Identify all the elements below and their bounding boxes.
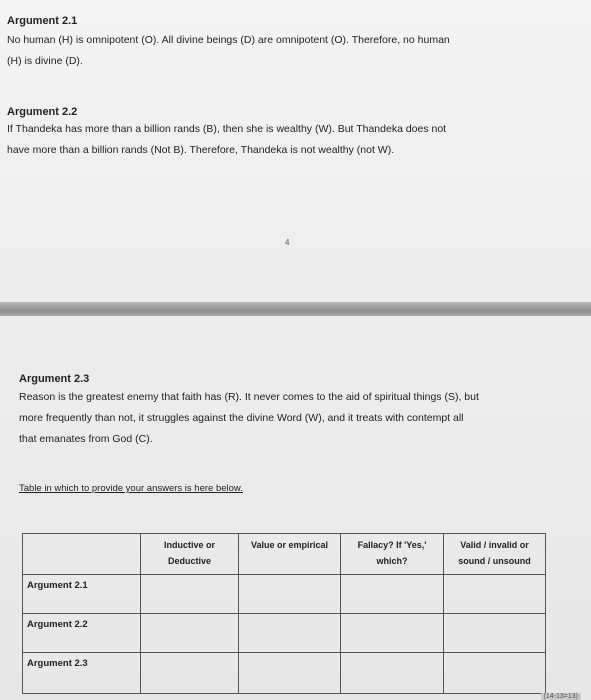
argument-2-2-heading: Argument 2.2 (7, 106, 78, 118)
argument-2-2-text (7, 119, 446, 161)
row-label-argument-2-3: Argument 2.3 (23, 653, 141, 694)
answer-cell[interactable] (239, 614, 341, 653)
table-row (23, 575, 546, 614)
corner-note: (14-13=13) (541, 693, 581, 700)
answer-cell[interactable] (341, 575, 444, 614)
table-header-row (23, 534, 546, 575)
answer-cell[interactable] (444, 653, 546, 694)
answer-table (22, 533, 546, 694)
table-header-inductive-deductive: Inductive or Deductive (141, 534, 239, 575)
answer-cell[interactable] (141, 614, 239, 653)
table-header-value-empirical: Value or empirical (239, 534, 341, 575)
argument-2-1-heading: Argument 2.1 (7, 15, 78, 27)
argument-2-1-line-2: (H) is divine (D). (7, 55, 83, 67)
document-page-1 (0, 0, 591, 302)
row-label-argument-2-2: Argument 2.2 (23, 614, 141, 653)
argument-2-2-line-1: If Thandeka has more than a billion rands (B), then she is wealthy (W). But Thandeka does not (7, 123, 447, 135)
table-row (23, 653, 546, 694)
argument-2-3-line-3: that emanates from God (C). (19, 433, 153, 445)
row-label-argument-2-1: Argument 2.1 (23, 575, 141, 614)
argument-2-1-line-1: No human (H) is omnipotent (O). All divine beings (D) are omnipotent (O). Therefore, no human (7, 34, 450, 46)
argument-2-3-heading: Argument 2.3 (19, 373, 90, 385)
argument-2-3-line-2: more frequently than not, it struggles against the divine Word (W), and it treats with contempt all (19, 412, 464, 424)
answer-cell[interactable] (141, 575, 239, 614)
document-page-2 (0, 316, 591, 700)
argument-2-3-line-1: Reason is the greatest enemy that faith has (R). It never comes to the aid of spiritual things (S), but (19, 391, 479, 403)
answer-cell[interactable] (341, 614, 444, 653)
table-header-validity: Valid / invalid or sound / unsound (444, 534, 546, 575)
answer-cell[interactable] (444, 614, 546, 653)
page-number: 4 (285, 238, 290, 247)
argument-2-1-text (7, 30, 450, 72)
answer-cell[interactable] (141, 653, 239, 694)
answer-cell[interactable] (444, 575, 546, 614)
argument-2-3-text (19, 387, 479, 450)
page-separator (0, 302, 591, 316)
table-header-fallacy: Fallacy? If 'Yes,' which? (341, 534, 444, 575)
answer-cell[interactable] (341, 653, 444, 694)
argument-2-2-line-2: have more than a billion rands (Not B). Therefore, Thandeka is not wealthy (not W). (7, 144, 395, 156)
answer-cell[interactable] (239, 575, 341, 614)
answer-table-link[interactable]: Table in which to provide your answers is here below. (19, 483, 243, 494)
answer-cell[interactable] (239, 653, 341, 694)
table-row (23, 614, 546, 653)
table-header-empty (23, 534, 141, 575)
